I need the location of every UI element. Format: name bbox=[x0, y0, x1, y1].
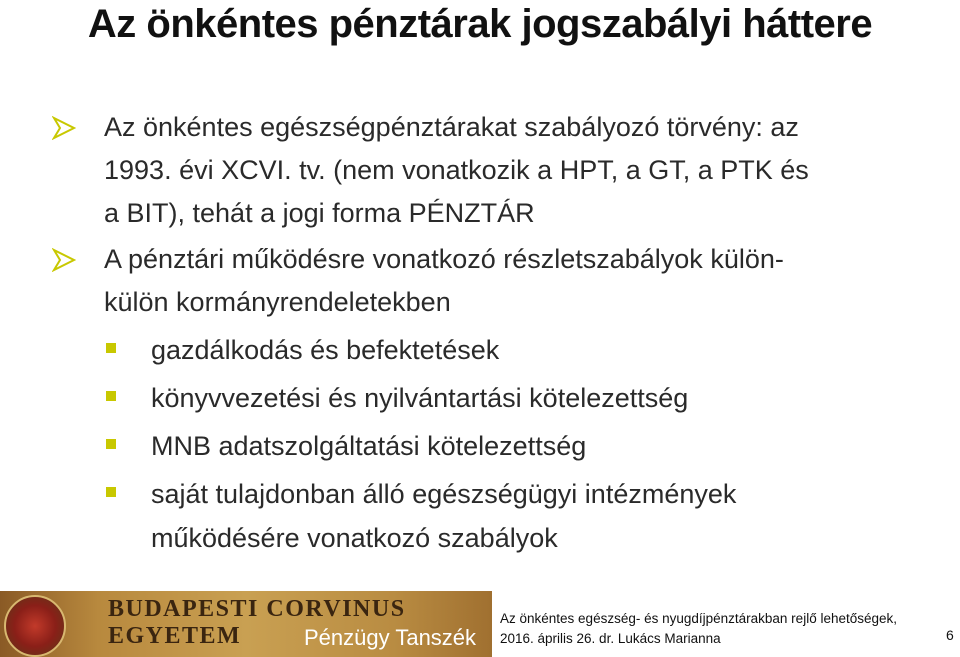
arrow-bullet-icon bbox=[52, 248, 76, 272]
page-number: 6 bbox=[946, 627, 954, 643]
arrow-bullet-icon bbox=[52, 116, 76, 140]
bullet-law bbox=[0, 106, 904, 235]
sub-bullet-bookkeeping bbox=[0, 376, 911, 420]
university-banner bbox=[0, 591, 492, 657]
square-bullet-icon bbox=[106, 439, 116, 449]
bullet-line: A pénztári működésre vonatkozó részletszabályok külön- bbox=[104, 244, 784, 274]
sub-bullet-line: működésére vonatkozó szabályok bbox=[151, 523, 558, 553]
bullet-regulations bbox=[0, 238, 904, 324]
footer-line-2: 2016. április 26. dr. Lukács Marianna bbox=[500, 631, 721, 646]
department-name: Pénzügy Tanszék bbox=[304, 625, 477, 650]
square-bullet-icon bbox=[106, 343, 116, 353]
bullet-line: külön kormányrendeletekben bbox=[104, 287, 451, 317]
footer-caption bbox=[500, 609, 920, 649]
slide-content bbox=[0, 106, 960, 560]
slide-footer bbox=[0, 591, 960, 657]
bullet-line: 1993. évi XCVI. tv. (nem vonatkozik a HPT, a GT, a PTK és bbox=[104, 155, 809, 185]
bullet-line: a BIT), tehát a jogi forma PÉNZTÁR bbox=[104, 198, 535, 228]
sub-bullet-line: MNB adatszolgáltatási kötelezettség bbox=[151, 431, 587, 461]
sub-bullet-line: könyvvezetési és nyilvántartási kötelezettség bbox=[151, 383, 689, 413]
university-seal-icon bbox=[4, 595, 66, 657]
sub-bullet-institutions bbox=[0, 472, 911, 560]
university-name: BUDAPESTI CORVINUS EGYETEM bbox=[108, 596, 406, 649]
footer-line-1: Az önkéntes egészség- és nyugdíjpénztárakban rejlő lehetőségek, bbox=[500, 611, 898, 626]
sub-bullet-management bbox=[0, 328, 911, 372]
sub-bullet-line: saját tulajdonban álló egészségügyi intézmények bbox=[151, 479, 737, 509]
square-bullet-icon bbox=[106, 391, 116, 401]
square-bullet-icon bbox=[106, 487, 116, 497]
sub-bullet-line: gazdálkodás és befektetések bbox=[151, 335, 500, 365]
bullet-line: Az önkéntes egészségpénztárakat szabályozó törvény: az bbox=[104, 112, 799, 142]
sub-bullet-mnb bbox=[0, 424, 911, 468]
slide-title: Az önkéntes pénztárak jogszabályi háttere bbox=[87, 2, 873, 46]
